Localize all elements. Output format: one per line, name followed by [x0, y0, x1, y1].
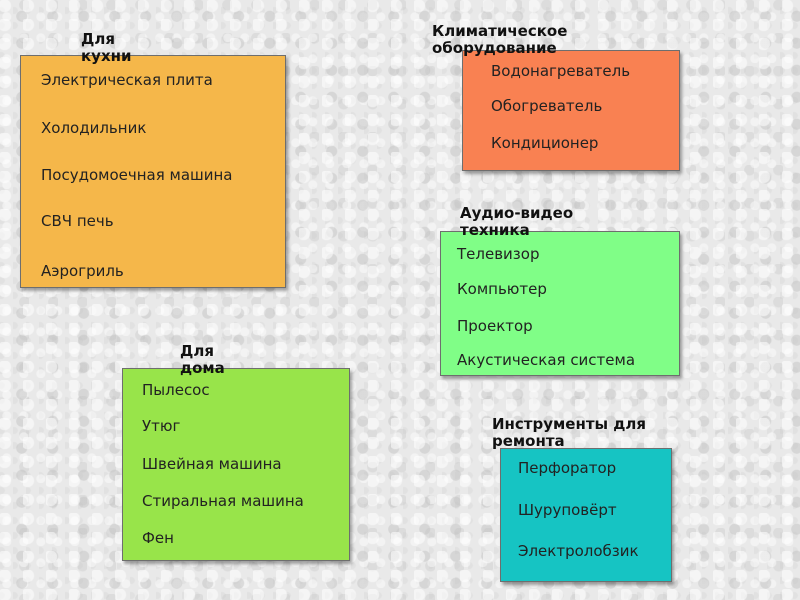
title-home-line1: Для [180, 342, 214, 360]
item-screwdriver: Шуруповёрт [518, 501, 617, 519]
title-audio-video-line1: Аудио-видео [460, 204, 574, 222]
title-kitchen-line1: Для [81, 30, 115, 48]
item-heater: Обогреватель [491, 97, 603, 115]
box-climate [462, 50, 680, 171]
title-home [180, 343, 225, 377]
item-computer: Компьютер [457, 280, 547, 298]
title-climate-line2: оборудование [432, 39, 557, 57]
item-washing-machine: Стиральная машина [142, 492, 304, 510]
title-climate [432, 23, 567, 57]
item-microwave: СВЧ печь [41, 212, 114, 230]
item-water-heater: Водонагреватель [491, 62, 631, 80]
item-perforator: Перфоратор [518, 459, 617, 477]
item-electric-stove: Электрическая плита [41, 71, 213, 89]
item-sewing-machine: Швейная машина [142, 455, 282, 473]
title-audio-video [460, 205, 573, 239]
title-repair-tools-line2: ремонта [492, 432, 565, 450]
box-repair-tools [500, 448, 672, 582]
title-audio-video-line2: техника [460, 221, 530, 239]
title-repair-tools-line1: Инструменты для [492, 415, 647, 433]
title-kitchen-line2: кухни [81, 47, 132, 65]
item-speaker-system: Акустическая система [457, 351, 636, 369]
item-jigsaw: Электролобзик [518, 542, 639, 560]
item-refrigerator: Холодильник [41, 119, 147, 137]
item-dishwasher: Посудомоечная машина [41, 166, 233, 184]
box-audio-video [440, 231, 680, 376]
title-home-line2: дома [180, 359, 225, 377]
item-air-grill: Аэрогриль [41, 262, 124, 280]
item-projector: Проектор [457, 317, 533, 335]
title-repair-tools [492, 416, 646, 450]
item-hair-dryer: Фен [142, 529, 174, 547]
title-kitchen [81, 31, 132, 65]
box-kitchen [20, 55, 286, 288]
box-home [122, 368, 350, 561]
item-air-conditioner: Кондиционер [491, 134, 599, 152]
title-climate-line1: Климатическое [432, 22, 568, 40]
item-tv: Телевизор [457, 245, 540, 263]
item-vacuum: Пылесос [142, 381, 210, 399]
item-iron: Утюг [142, 417, 181, 435]
